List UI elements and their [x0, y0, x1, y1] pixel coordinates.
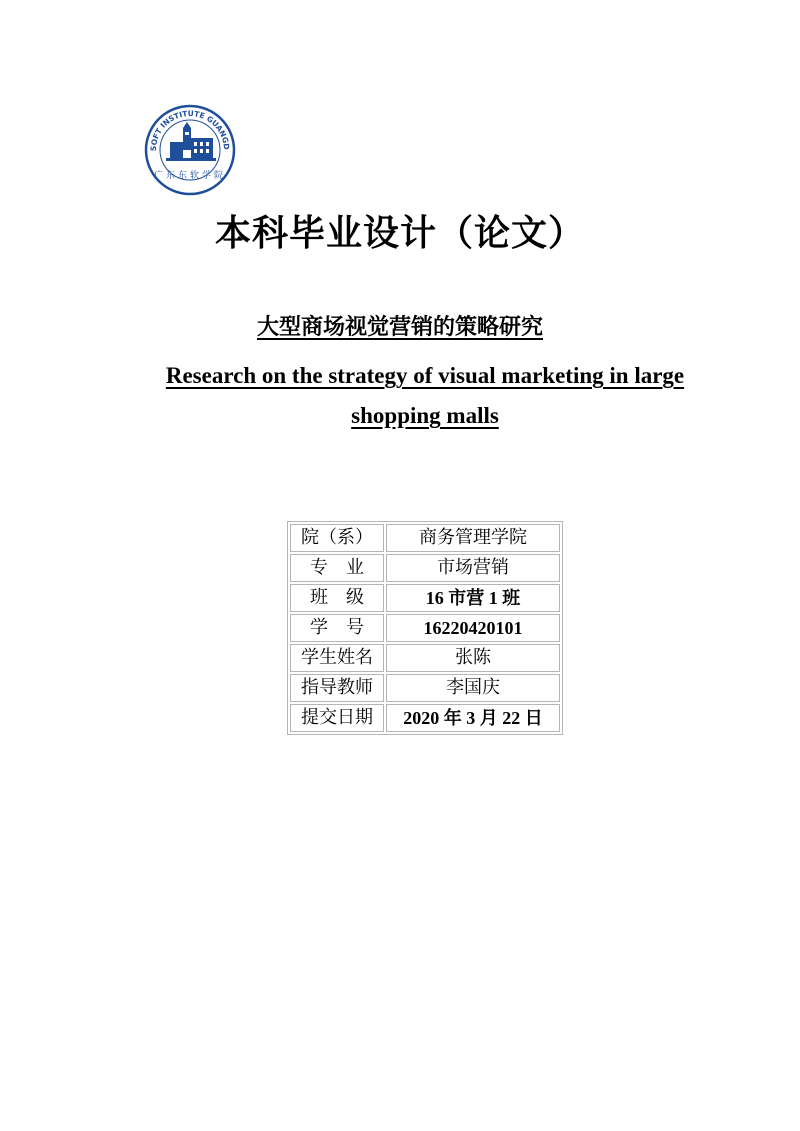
class-value: 16 市营 1 班 — [386, 584, 560, 612]
thesis-title-english-text: Research on the strategy of visual marketing in large shopping malls — [165, 363, 685, 428]
student-name-label: 学生姓名 — [290, 644, 384, 672]
document-title: 本科毕业设计（论文） — [214, 213, 585, 254]
svg-text:NEUSOFT INSTITUTE GUANGDONG: SOFT INSTITUTE GUANGD — [148, 108, 232, 152]
student-id-value: 16220420101 — [386, 614, 560, 642]
advisor-label: 指导教师 — [290, 674, 384, 702]
class-label: 班 级 — [290, 584, 384, 612]
major-value: 市场营销 — [386, 554, 560, 582]
student-id-label: 学 号 — [290, 614, 384, 642]
table-row — [290, 704, 560, 732]
table-row — [290, 674, 560, 702]
student-info-table — [287, 521, 563, 735]
department-label: 院（系） — [290, 524, 384, 552]
major-label: 专 业 — [290, 554, 384, 582]
thesis-title-english — [140, 356, 710, 436]
table-row — [290, 524, 560, 552]
thesis-title-chinese — [0, 311, 800, 345]
department-value: 商务管理学院 — [386, 524, 560, 552]
institute-seal-icon — [144, 104, 236, 196]
advisor-value: 李国庆 — [386, 674, 560, 702]
institute-logo — [144, 104, 236, 196]
svg-text:广东东软学院: 广东东软学院 — [153, 171, 227, 181]
table-row — [290, 554, 560, 582]
student-name-value: 张陈 — [386, 644, 560, 672]
submission-date-value: 2020 年 3 月 22 日 — [386, 704, 560, 732]
submission-date-label: 提交日期 — [290, 704, 384, 732]
thesis-title-chinese-text: 大型商场视觉营销的策略研究 — [256, 315, 543, 340]
table-row — [290, 644, 560, 672]
table-row — [290, 614, 560, 642]
table-row — [290, 584, 560, 612]
